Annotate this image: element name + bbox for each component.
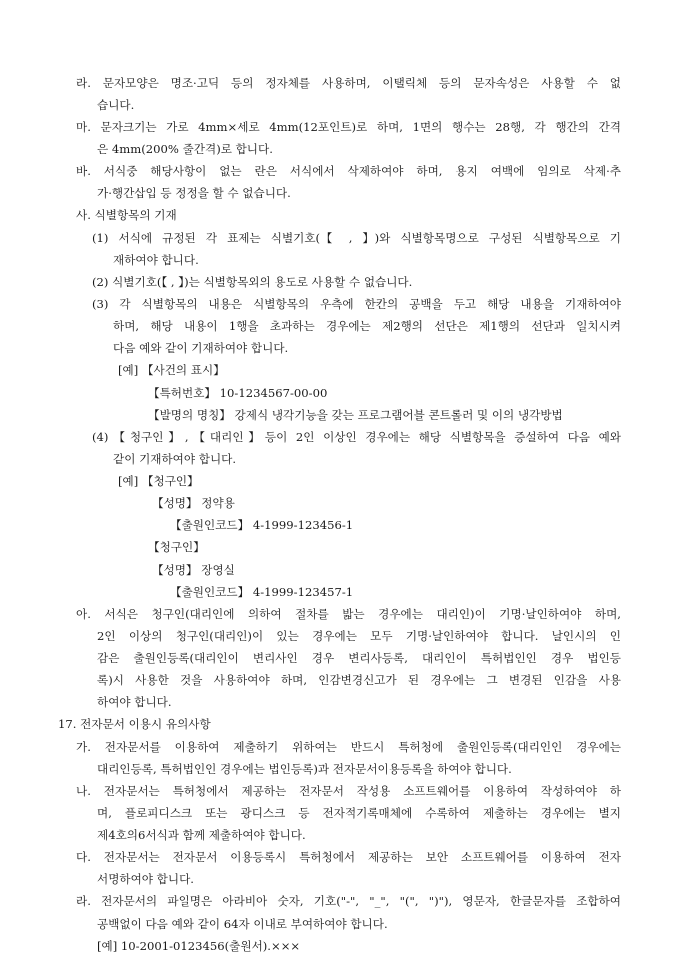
item-a-line-5: 하여야 합니다. xyxy=(97,695,172,709)
item-ra-line-1: 라. 문자모양은 명조·고딕 등의 정자체를 사용하며, 이탤릭체 등의 문자속성은 사용할 수 없 xyxy=(76,76,621,90)
item-a-line-4: 록)시 사용한 것을 사용하여야 하며, 인감변경신고가 된 경우에는 그 변경된 인감을 사용 xyxy=(97,673,621,687)
sub-item-4-line-1: (4)【청구인】,【대리인】등이 2인 이상인 경우에는 해당 식별항목을 증설하여 다음 예와 xyxy=(92,430,621,444)
item-ra2-line-1: 라. 전자문서의 파일명은 아라비아 숫자, 기호("-", "_", "(", ")"), 영문자, 한글문자를 조합하여 xyxy=(76,894,621,908)
item-da-line-1: 다. 전자문서는 전자문서 이용등록시 특허청에서 제공하는 보안 소프트웨어를 이용하여 전자 xyxy=(76,850,621,864)
section-17-heading: 17. 전자문서 이용시 유의사항 xyxy=(58,717,211,731)
item-ga-line-1: 가. 전자문서를 이용하여 제출하기 위하여는 반드시 특허청에 출원인등록(대리인인 경우에는 xyxy=(76,740,621,754)
item-ra-line-2: 습니다. xyxy=(97,98,135,112)
example-claimant-2-label: 【청구인】 xyxy=(148,540,205,554)
item-sa-heading: 사. 식별항목의 기재 xyxy=(76,208,177,222)
item-da-line-2: 서명하여야 합니다. xyxy=(97,872,194,886)
sub-item-1-line-2: 재하여야 합니다. xyxy=(113,253,199,267)
item-a-line-1: 아. 서식은 청구인(대리인에 의하여 절차를 밟는 경우에는 대리인)이 기명·날인하여야 하며, xyxy=(76,607,621,621)
item-ba-line-1: 바. 서식중 해당사항이 없는 란은 서식에서 삭제하여야 하며, 용지 여백에 임의로 삭제·추 xyxy=(76,164,621,178)
item-na-line-3: 제4호의6서식과 함께 제출하여야 합니다. xyxy=(97,828,306,842)
sub-item-2: (2) 식별기호(【 , 】)는 식별항목외의 용도로 사용할 수 없습니다. xyxy=(92,275,413,289)
example-claimant-1-name: 【성명】 정약용 xyxy=(152,496,235,510)
sub-item-3-line-3: 다음 예와 같이 기재하여야 합니다. xyxy=(113,341,289,355)
item-ma-line-1: 마. 문자크기는 가로 4mm×세로 4mm(12포인트)로 하며, 1면의 행수는 28행, 각 행간의 간격 xyxy=(76,120,621,134)
item-ba-line-2: 가·행간삽입 등 정정을 할 수 없습니다. xyxy=(97,186,291,200)
item-a-line-2: 2인 이상의 청구인(대리인)이 있는 경우에는 모두 기명·날인하여야 합니다. 날인시의 인 xyxy=(97,629,621,643)
sub-item-4-line-2: 같이 기재하여야 합니다. xyxy=(113,452,237,466)
item-na-line-1: 나. 전자문서는 특허청에서 제공하는 전자문서 작성용 소프트웨어를 이용하여 작성하여야 하 xyxy=(76,784,621,798)
example-claimant-label: [예] 【청구인】 xyxy=(118,474,199,488)
item-ra2-example: [예] 10-2001-0123456(출원서).××× xyxy=(97,939,301,953)
example-case-label: [예] 【사건의 표시】 xyxy=(118,363,225,377)
sub-item-3-line-2: 하며, 해당 내용이 1행을 초과하는 경우에는 제2행의 선단은 제1행의 선단과 일치시켜 xyxy=(113,319,621,333)
example-invention-title: 【발명의 명칭】 강제식 냉각기능을 갖는 프로그램어블 콘트롤러 및 이의 냉각방법 xyxy=(148,408,563,422)
item-na-line-2: 며, 플로피디스크 또는 광디스크 등 전자적기록매체에 수록하여 제출하는 경우에는 별지 xyxy=(97,806,621,820)
item-a-line-3: 감은 출원인등록(대리인이 변리사인 경우 변리사등록, 대리인이 특허법인인 경우 법인등 xyxy=(97,651,621,665)
item-ra2-line-2: 공백없이 다음 예와 같이 64자 이내로 부여하여야 합니다. xyxy=(97,917,388,931)
example-patent-number: 【특허번호】 10-1234567-00-00 xyxy=(148,386,328,400)
sub-item-3-line-1: (3) 각 식별항목의 내용은 식별항목의 우측에 한칸의 공백을 두고 해당 내용을 기재하여야 xyxy=(92,297,621,311)
example-claimant-1-code: 【출원인코드】 4-1999-123456-1 xyxy=(170,518,354,532)
item-ga-line-2: 대리인등록, 특허법인인 경우에는 법인등록)과 전자문서이용등록을 하여야 합니다. xyxy=(97,762,512,776)
sub-item-1-line-1: (1) 서식에 규정된 각 표제는 식별기호(【 , 】)와 식별항목명으로 구성된 식별항목으로 기 xyxy=(92,231,621,245)
example-claimant-2-code: 【출원인코드】 4-1999-123457-1 xyxy=(170,585,354,599)
item-ma-line-2: 은 4mm(200% 줄간격)로 합니다. xyxy=(97,142,273,156)
example-claimant-2-name: 【성명】 장영실 xyxy=(152,563,235,577)
